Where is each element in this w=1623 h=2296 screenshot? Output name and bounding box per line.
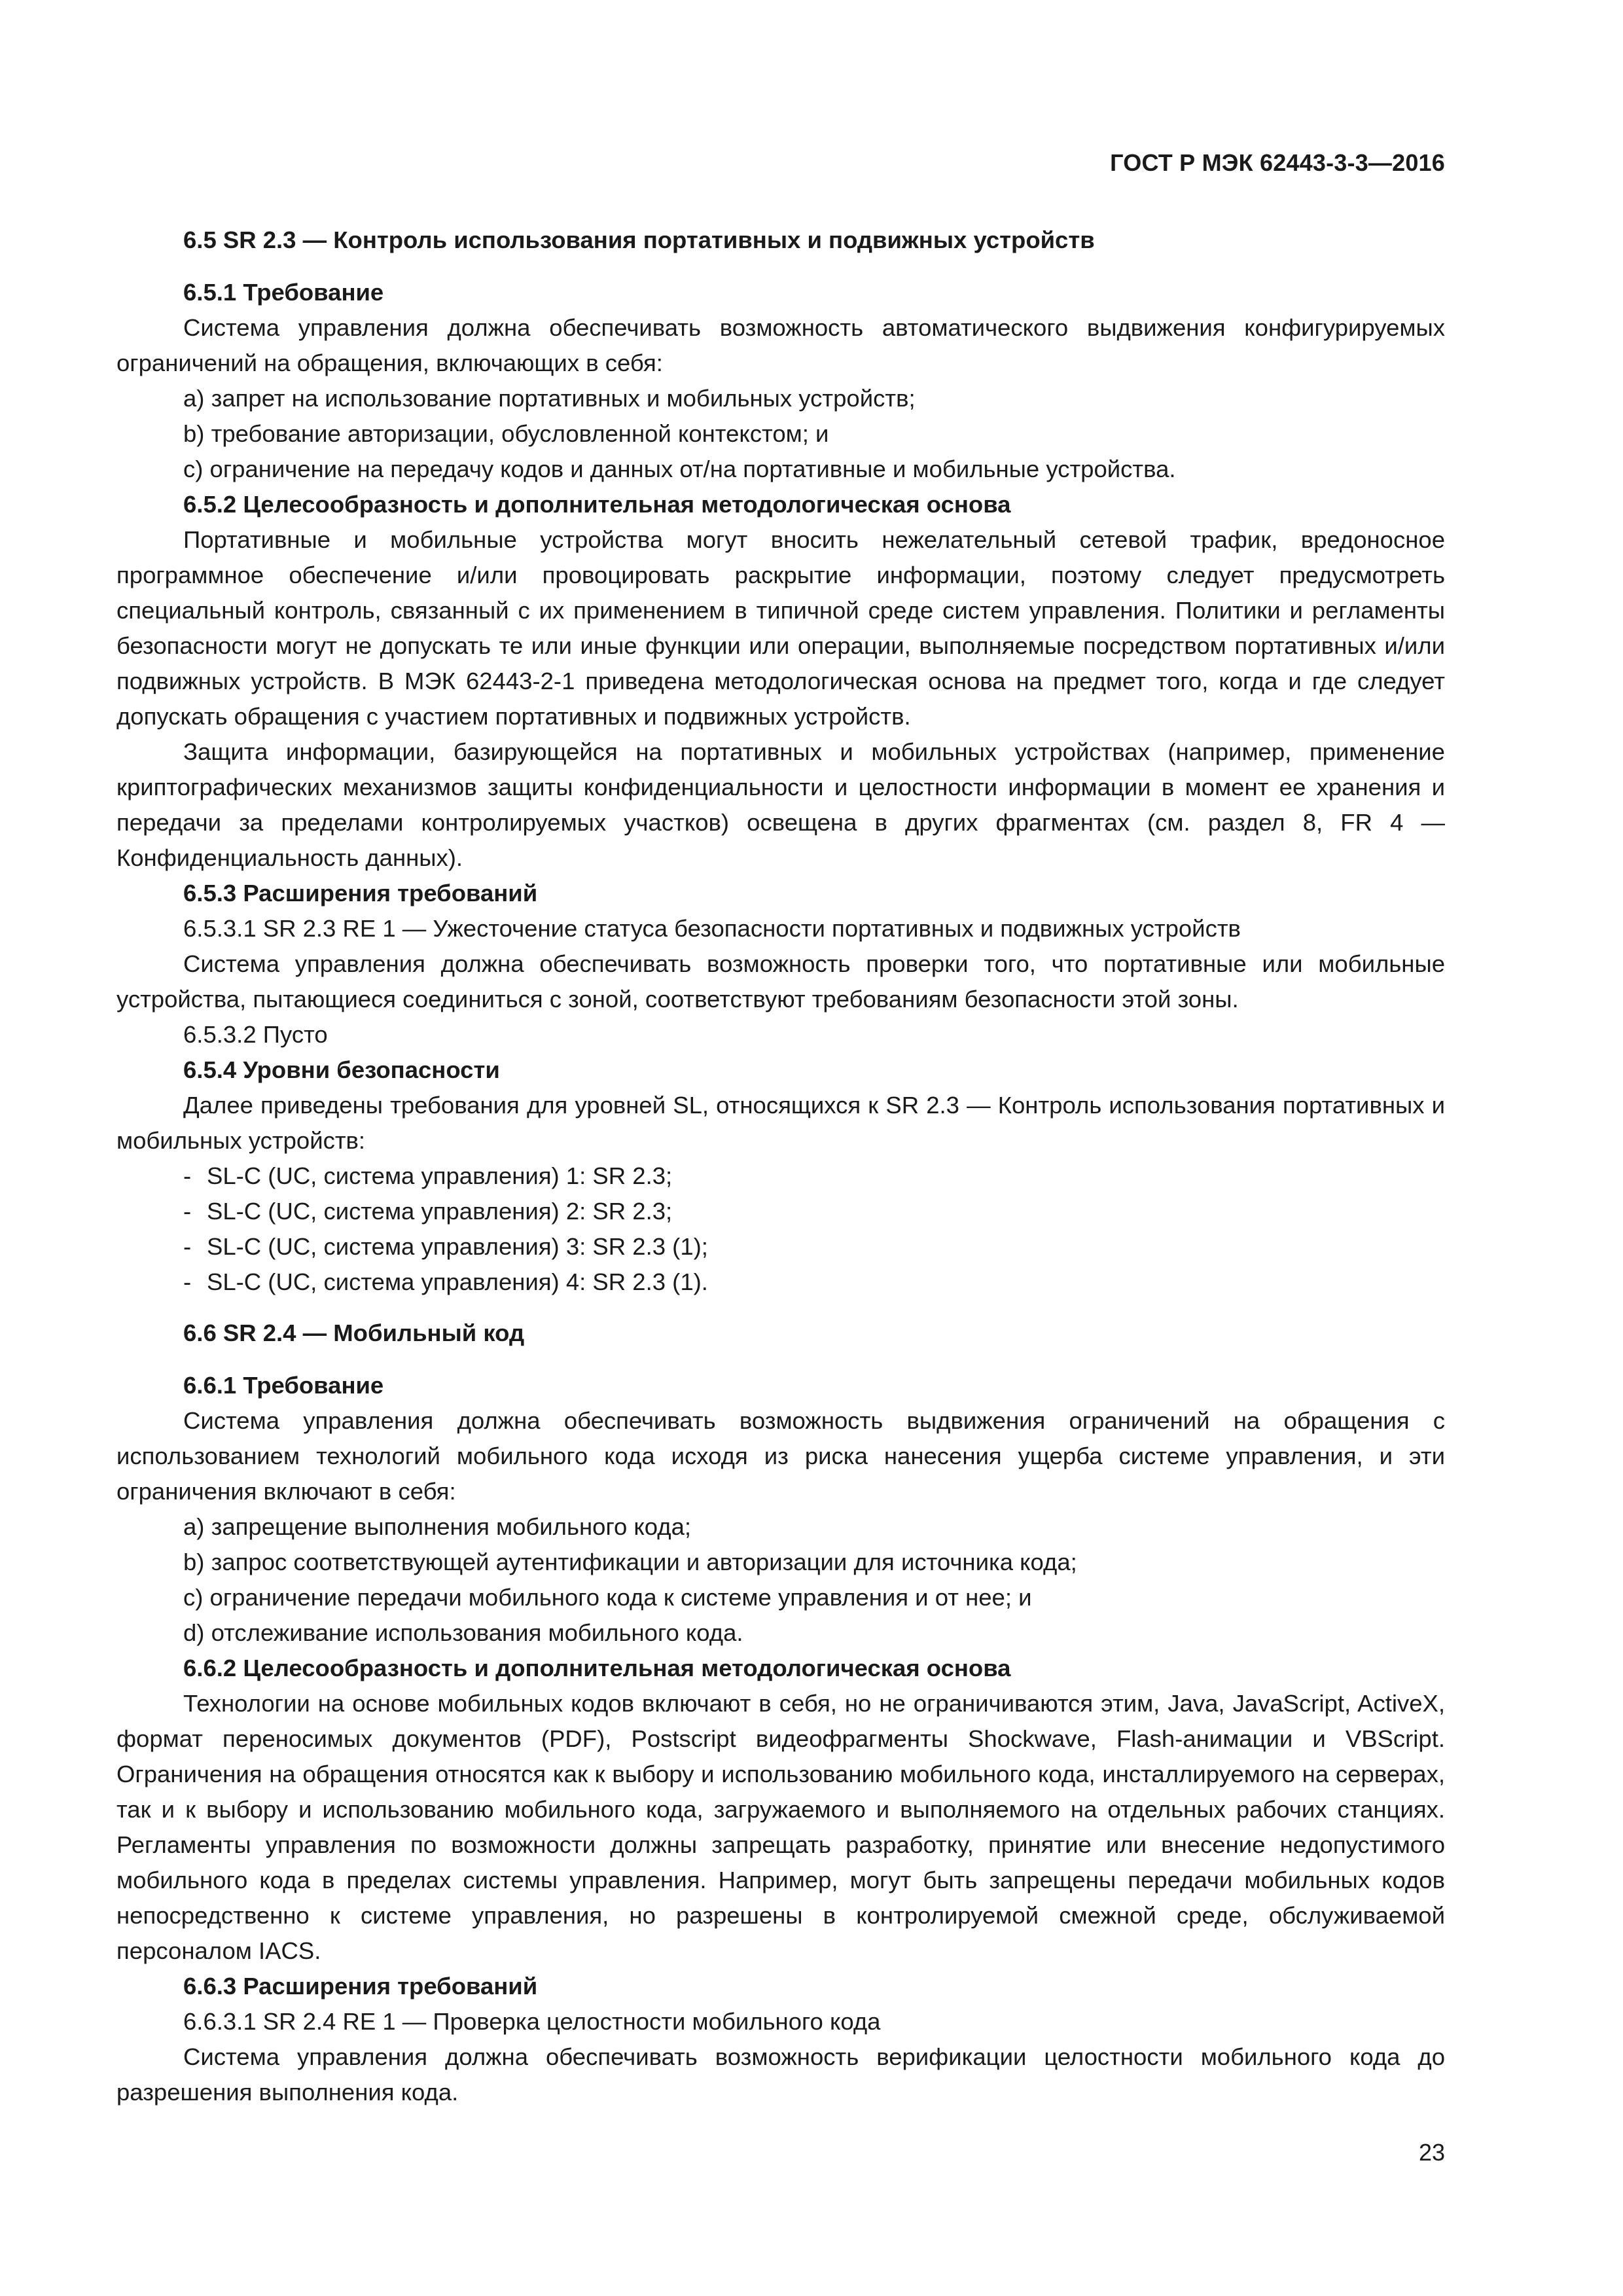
section-6-5-title: 6.5 SR 2.3 — Контроль использования портативных и подвижных устройств: [183, 226, 1095, 253]
section-6-5-2-paragraph-2: Защита информации, базирующейся на портативных и мобильных устройствах (например, применение криптографических механизмов защиты конфиденциальности и целостности информации в момент ее хранения и передачи за пределами контролируемых участков) освещена в других фрагментах (см. раздел 8, FR 4 — Конфиденциальность данных).: [116, 738, 1445, 871]
list-item: а) запрет на использование портативных и мобильных устройств;: [183, 385, 916, 412]
list-item-text: SL-C (UC, система управления) 3: SR 2.3 (1);: [207, 1233, 708, 1260]
list-item: а) запрещение выполнения мобильного кода;: [183, 1513, 692, 1540]
section-6-5-4-heading: 6.5.4 Уровни безопасности: [183, 1056, 500, 1083]
list-item: с) ограничение на передачу кодов и данных от/на портативные и мобильные устройства.: [183, 456, 1176, 482]
page-number: 23: [1418, 2139, 1445, 2166]
section-6-5-3-heading: 6.5.3 Расширения требований: [183, 880, 538, 906]
dash-bullet: -: [183, 1268, 192, 1295]
list-item: [116, 1194, 1445, 1229]
document-code: ГОСТ Р МЭК 62443-3-3—2016: [1110, 149, 1445, 176]
section-6-5-2-paragraph-1: Портативные и мобильные устройства могут вносить нежелательный сетевой трафик, вредоносное программное обеспечение и/или провоцировать раскрытие информации, поэтому следует предусмотреть специальный контроль, связанный с их применением в типичной среде систем управления. Политики и регламенты безопасности могут не допускать те или иные функции или операции, выполняемые посредством портативных и/или подвижных устройств. В МЭК 62443-2-1 приведена методологическая основа на предмет того, когда и где следует допускать обращения с участием портативных и подвижных устройств.: [116, 526, 1445, 730]
section-6-6-1-heading: 6.6.1 Требование: [183, 1372, 384, 1399]
list-item: с) ограничение передачи мобильного кода к системе управления и от нее; и: [183, 1584, 1032, 1611]
list-item: [116, 1265, 1445, 1300]
section-6-6-3-heading: 6.6.3 Расширения требований: [183, 1973, 538, 2000]
dash-bullet: -: [183, 1233, 192, 1260]
section-6-6-3-1-title: 6.6.3.1 SR 2.4 RE 1 — Проверка целостности мобильного кода: [183, 2008, 881, 2035]
section-6-6-2-paragraph-1: Технологии на основе мобильных кодов включают в себя, но не ограничиваются этим, Java, JavaScript, ActiveX, формат переносимых документов (PDF), Postscript видеофрагменты Shockwave, Flash-анимации и VBScript. Ограничения на обращения относятся как к выбору и использованию мобильного кода, инсталлируемого на серверах, так и к выбору и использованию мобильного кода, загружаемого и выполняемого на отдельных рабочих станциях. Регламенты управления по возможности должны запрещать разработку, принятие или внесение недопустимого мобильного кода в пределах системы управления. Например, могут быть запрещены передачи мобильных кодов непосредственно к системе управления, но разрешены в контролируемой смежной среде, обслуживаемой персоналом IACS.: [116, 1690, 1445, 1964]
list-item: [116, 1158, 1445, 1194]
section-6-5-4-text: Далее приведены требования для уровней SL, относящихся к SR 2.3 — Контроль использования портативных и мобильных устройств:: [116, 1092, 1445, 1154]
list-item-text: SL-C (UC, система управления) 2: SR 2.3;: [207, 1198, 673, 1225]
section-6-6-2-heading: 6.6.2 Целесообразность и дополнительная методологическая основа: [183, 1655, 1011, 1681]
dash-bullet: -: [183, 1162, 192, 1189]
section-6-6-1-text: Система управления должна обеспечивать возможность выдвижения ограничений на обращения с использованием технологий мобильного кода исходя из риска нанесения ущерба системе управления, и эти ограничения включают в себя:: [116, 1407, 1445, 1505]
section-6-6-title: 6.6 SR 2.4 — Мобильный код: [183, 1319, 525, 1346]
list-item: b) запрос соответствующей аутентификации и авторизации для источника кода;: [183, 1549, 1077, 1575]
list-item-text: SL-C (UC, система управления) 4: SR 2.3 (1).: [207, 1268, 708, 1295]
section-6-5-1-heading: 6.5.1 Требование: [183, 279, 384, 306]
list-item: d) отслеживание использования мобильного кода.: [183, 1619, 743, 1646]
section-6-5-3-1-text: Система управления должна обеспечивать возможность проверки того, что портативные или мобильные устройства, пытающиеся соединиться с зоной, соответствуют требованиям безопасности этой зоны.: [116, 950, 1445, 1013]
section-6-5-2-heading: 6.5.2 Целесообразность и дополнительная методологическая основа: [183, 491, 1011, 518]
document-body: [116, 223, 1445, 2110]
dash-bullet: -: [183, 1198, 192, 1225]
list-item: [116, 1229, 1445, 1265]
section-6-5-3-2-title: 6.5.3.2 Пусто: [183, 1021, 328, 1048]
section-gap: [116, 1300, 1445, 1316]
section-6-5-1-text: Система управления должна обеспечивать возможность автоматического выдвижения конфигурируемых ограничений на обращения, включающих в себя:: [116, 314, 1445, 376]
section-6-6-3-1-text: Система управления должна обеспечивать возможность верификации целостности мобильного кода до разрешения выполнения кода.: [116, 2043, 1445, 2106]
list-item-text: SL-C (UC, система управления) 1: SR 2.3;: [207, 1162, 673, 1189]
list-item: b) требование авторизации, обусловленной контекстом; и: [183, 420, 829, 447]
section-6-5-3-1-title: 6.5.3.1 SR 2.3 RE 1 — Ужесточение статуса безопасности портативных и подвижных устройств: [183, 915, 1241, 942]
